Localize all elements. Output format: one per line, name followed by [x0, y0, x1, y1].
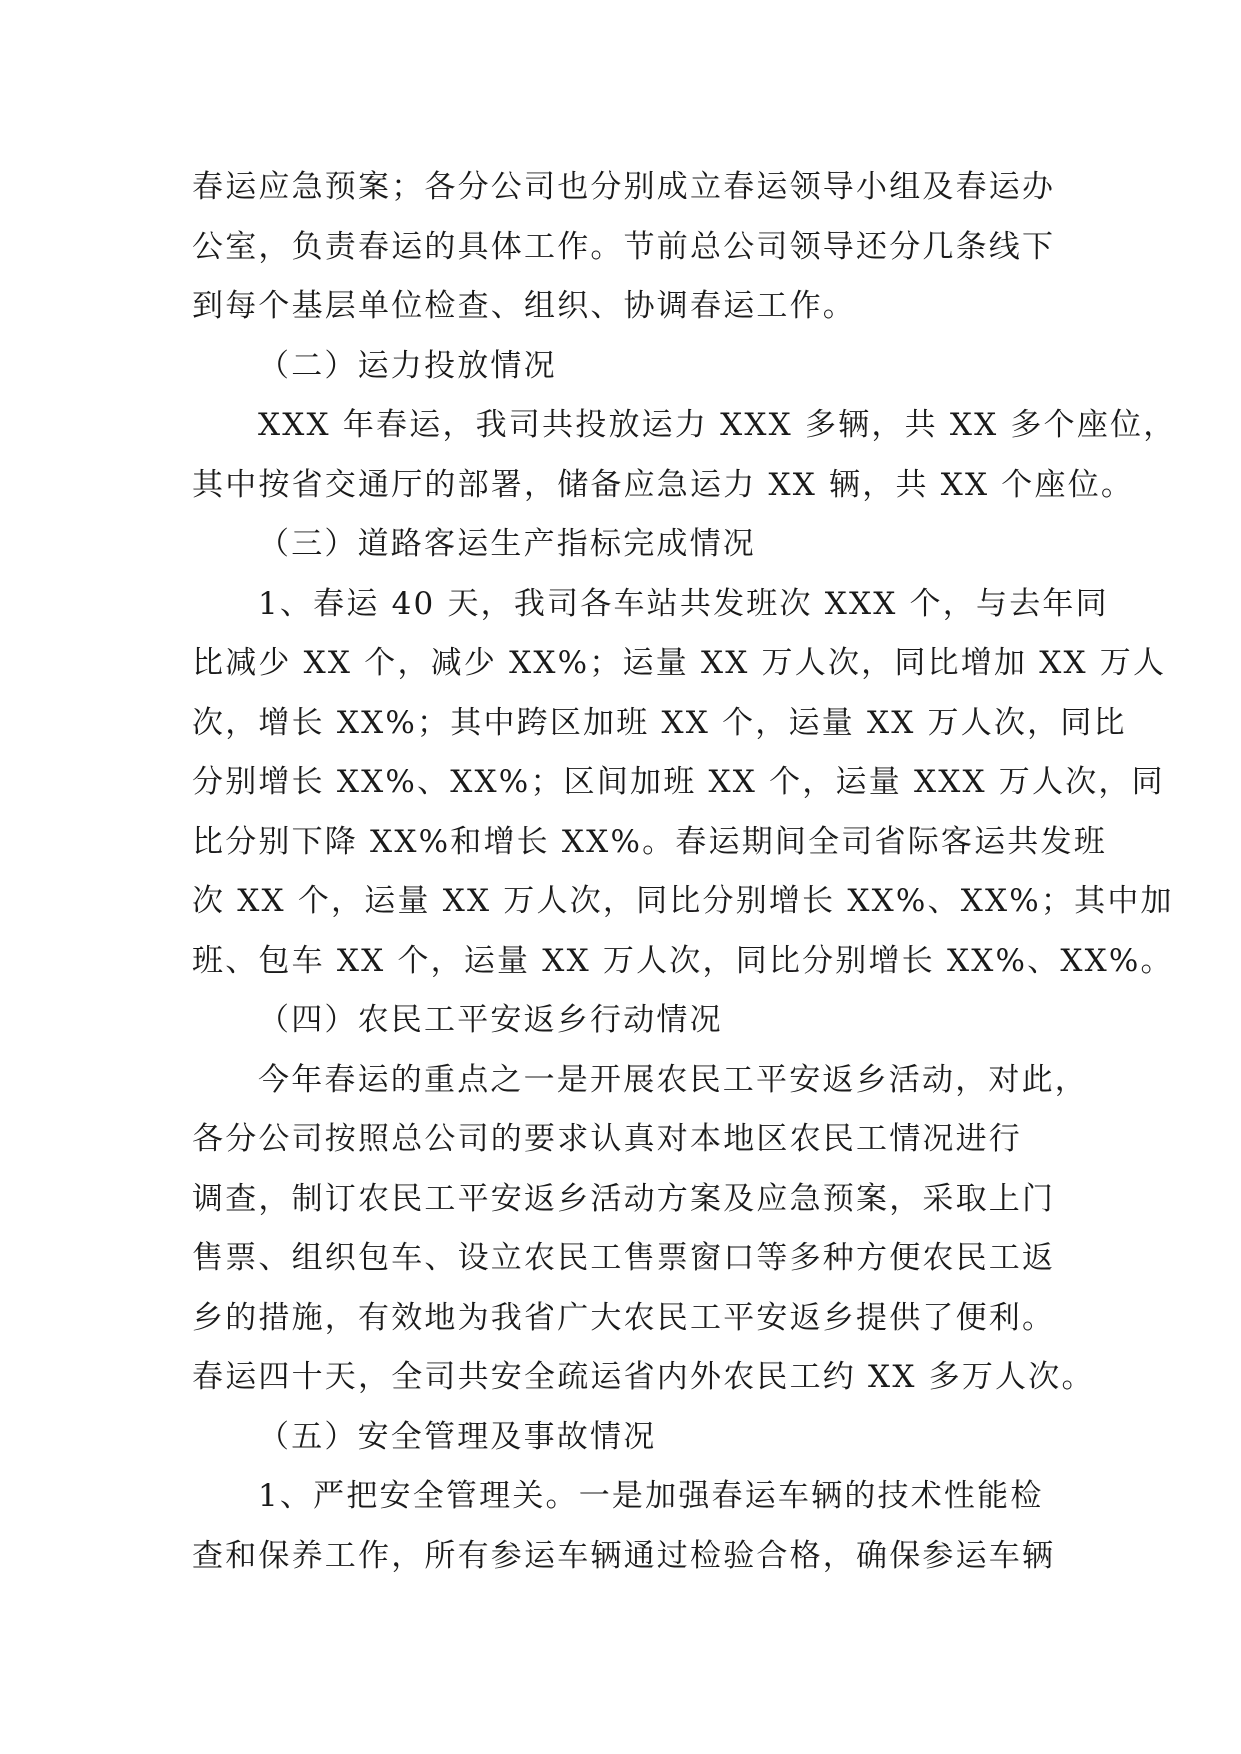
section-heading-2: （二）运力投放情况	[258, 347, 557, 384]
text-line: 乡的措施，有效地为我省广大农民工平安返乡提供了便利。	[192, 1299, 1056, 1336]
section-heading-5: （五）安全管理及事故情况	[258, 1418, 657, 1455]
text-line: 到每个基层单位检查、组织、协调春运工作。	[192, 288, 856, 324]
text-line: 1、严把安全管理关。一是加强春运车辆的技术性能检	[258, 1478, 1044, 1514]
text-line: 其中按省交通厅的部署，储备应急运力 XX 辆，共 XX 个座位。	[192, 466, 1135, 503]
text-line: 春运四十天，全司共安全疏运省内外农民工约 XX 多万人次。	[192, 1359, 1095, 1395]
section-heading-3: （三）道路客运生产指标完成情况	[258, 526, 756, 562]
text-line: 公室，负责春运的具体工作。节前总公司领导还分几条线下	[192, 228, 1056, 265]
text-line: 售票、组织包车、设立农民工售票窗口等多种方便农民工返	[192, 1240, 1056, 1276]
text-line: 查和保养工作，所有参运车辆通过检验合格，确保参运车辆	[192, 1537, 1056, 1574]
text-line: 次 XX 个，运量 XX 万人次，同比分别增长 XX%、XX%；其中加	[192, 883, 1174, 919]
text-line: 调查，制订农民工平安返乡活动方案及应急预案，采取上门	[192, 1180, 1056, 1217]
text-line: 1、春运 40 天，我司各车站共发班次 XXX 个，与去年同	[258, 585, 1109, 622]
text-line: 春运应急预案；各分公司也分别成立春运领导小组及春运办	[192, 169, 1056, 205]
text-line: 各分公司按照总公司的要求认真对本地区农民工情况进行	[192, 1121, 1022, 1157]
section-heading-4: （四）农民工平安返乡行动情况	[258, 1002, 723, 1038]
text-line: 今年春运的重点之一是开展农民工平安返乡活动，对此，	[258, 1061, 1088, 1098]
document-body	[192, 158, 1177, 1586]
text-line: 比分别下降 XX%和增长 XX%。春运期间全司省际客运共发班	[192, 823, 1107, 860]
text-line: 比减少 XX 个，减少 XX%；运量 XX 万人次，同比增加 XX 万人	[192, 645, 1167, 681]
text-line: 次，增长 XX%；其中跨区加班 XX 个，运量 XX 万人次，同比	[192, 704, 1127, 741]
text-line: XXX 年春运，我司共投放运力 XXX 多辆，共 XX 多个座位，	[258, 407, 1177, 443]
text-line: 分别增长 XX%、XX%；区间加班 XX 个，运量 XXX 万人次，同	[192, 764, 1165, 800]
text-line: 班、包车 XX 个，运量 XX 万人次，同比分别增长 XX%、XX%。	[192, 942, 1174, 979]
